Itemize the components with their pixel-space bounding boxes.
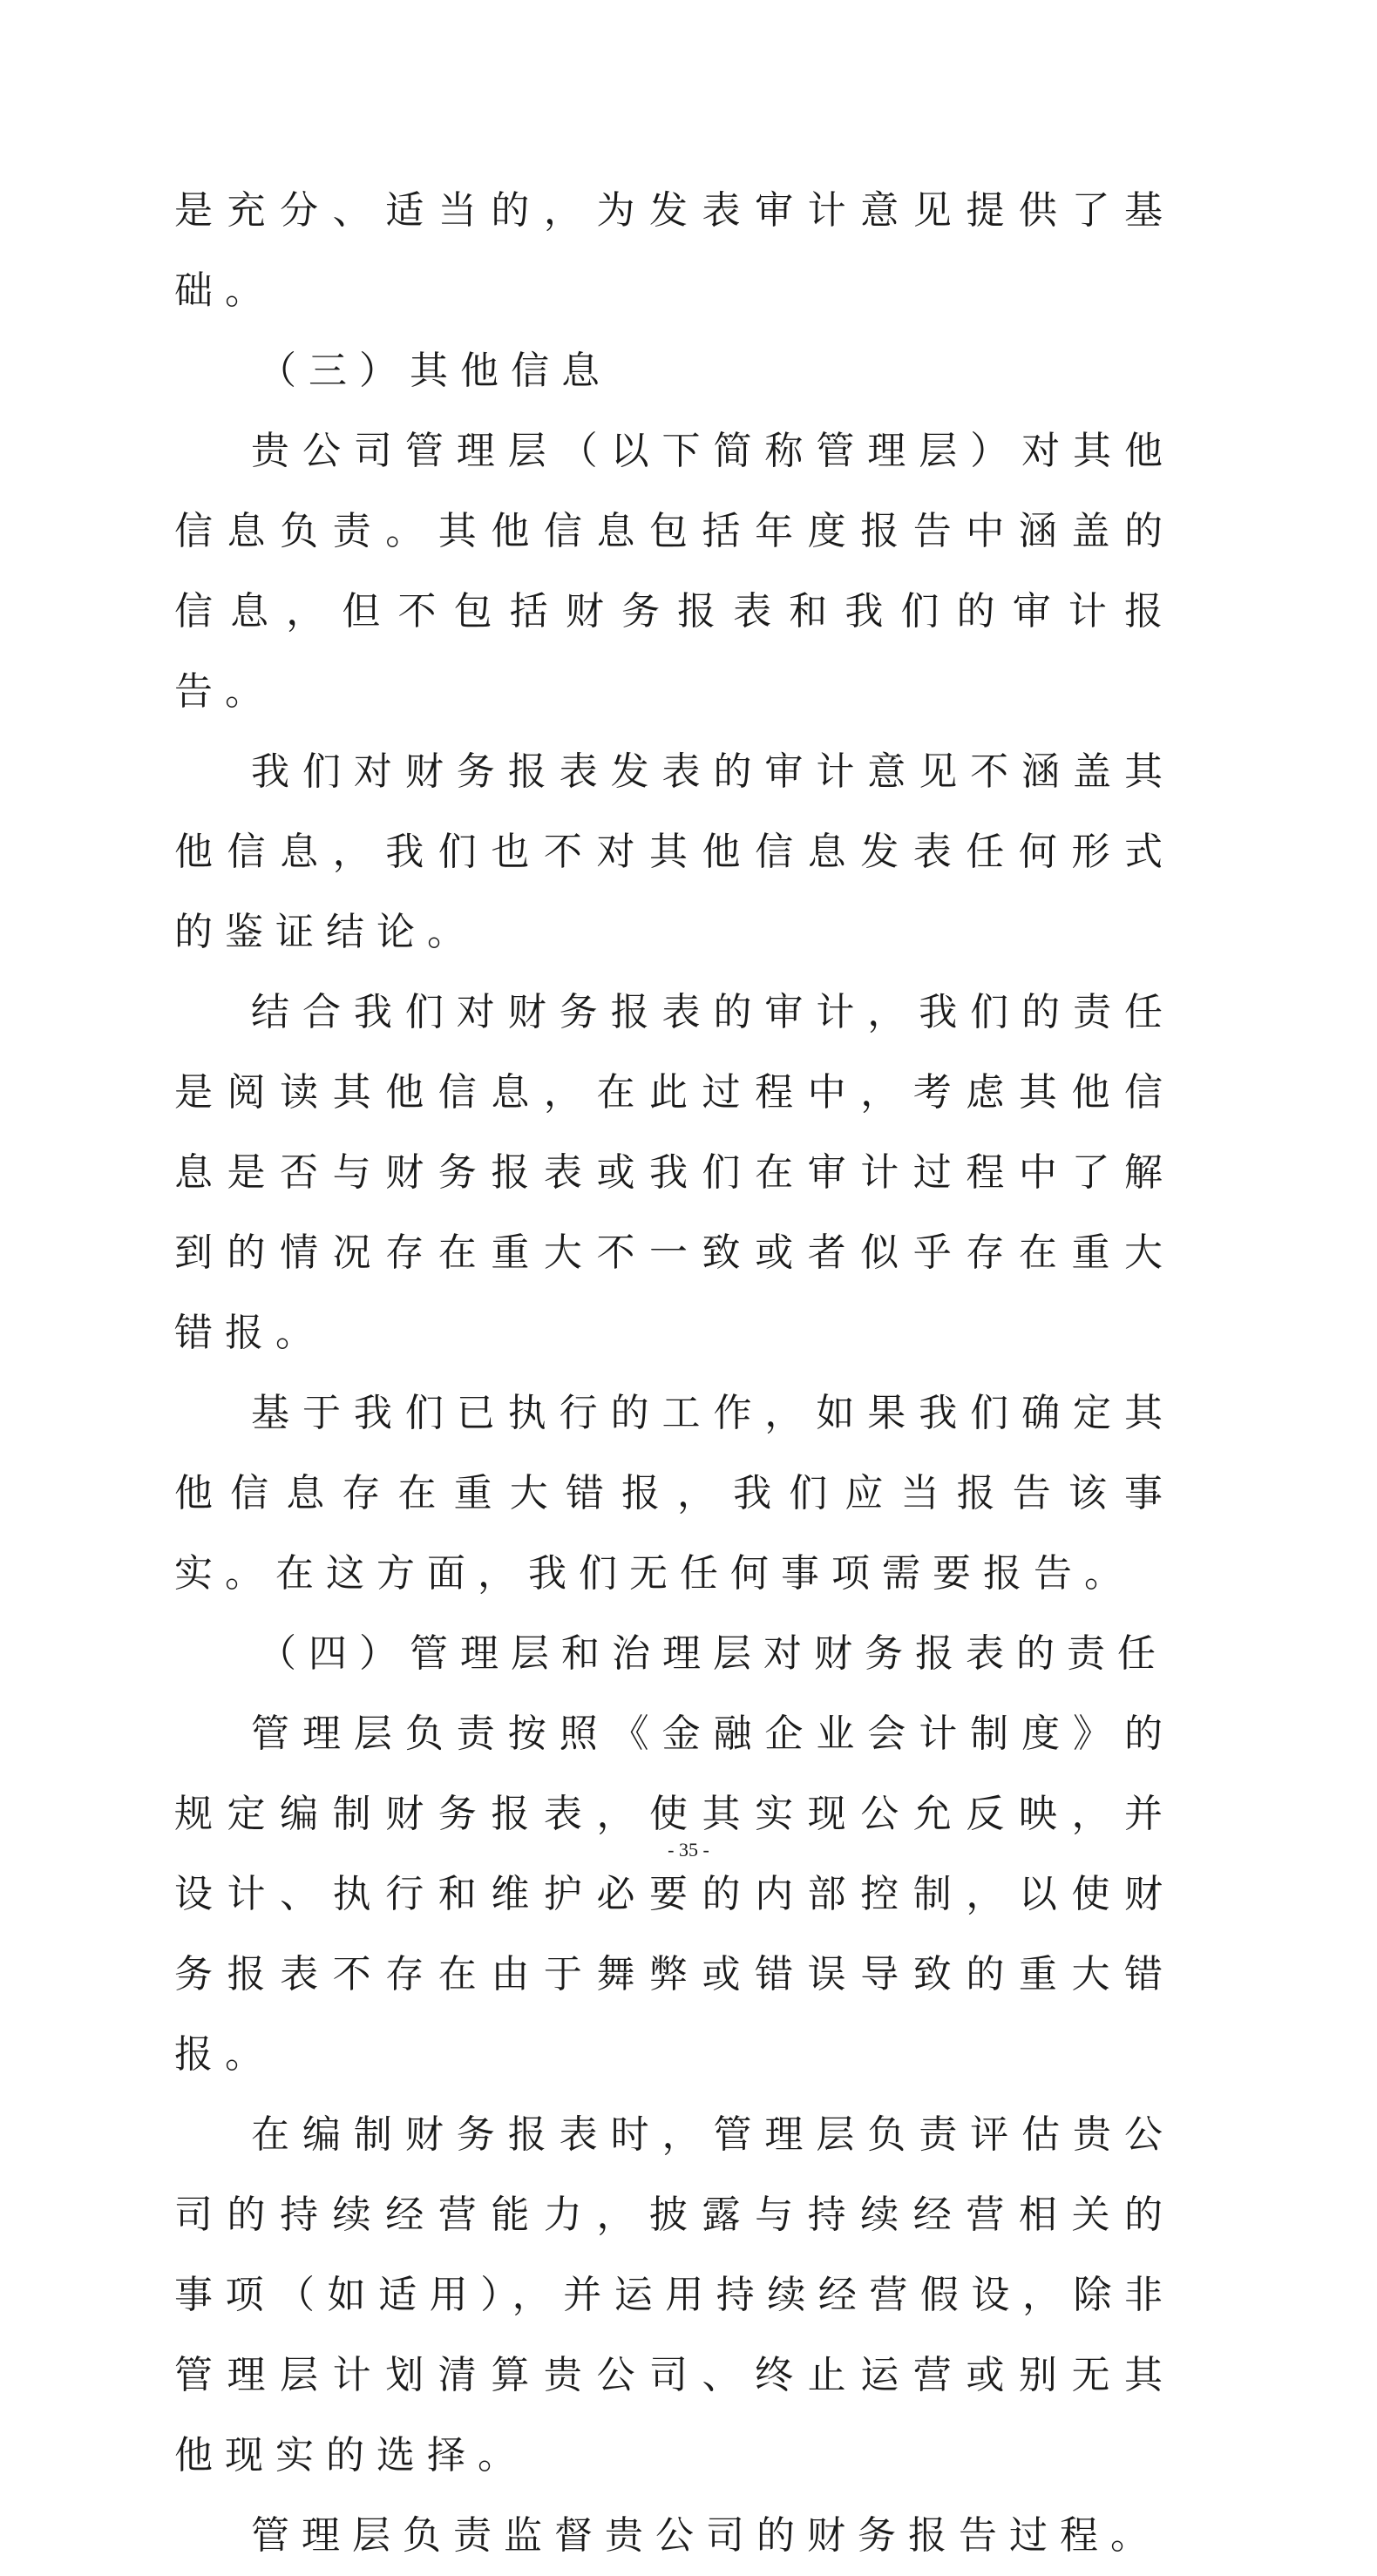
paragraph-opinion-scope: 我们对财务报表发表的审计意见不涵盖其他信息，我们也不对其他信息发表任何形式的鉴证结论。 (174, 749, 1175, 954)
page-number: - 35 - (668, 1839, 709, 1861)
paragraph-financial-statement-preparation: 管理层负责按照《金融企业会计制度》的规定编制财务报表，使其实现公允反映，并设计、执行和维护必要的内部控制，以使财务报表不存在由于舞弊或错误导致的重大错报。 (174, 1712, 1175, 2077)
paragraph-continuation: 是充分、适当的，为发表审计意见提供了基础。 (174, 188, 1175, 313)
paragraph-oversight: 管理层负责监督贵公司的财务报告过程。 (251, 2513, 1161, 2558)
section-heading-other-information: （三）其他信息 (258, 349, 612, 393)
body-text (174, 171, 1175, 2576)
paragraph-going-concern: 在编制财务报表时，管理层负责评估贵公司的持续经营能力，披露与持续经营相关的事项（如适用），并运用持续经营假设，除非管理层计划清算贵公司、终止运营或别无其他现实的选择。 (174, 2112, 1175, 2478)
paragraph-management-responsibility-other-info: 贵公司管理层（以下简称管理层）对其他信息负责。其他信息包括年度报告中涵盖的信息，但不包括财务报表和我们的审计报告。 (174, 429, 1175, 714)
section-heading-management-responsibility: （四）管理层和治理层对财务报表的责任 (258, 1631, 1168, 1676)
paragraph-reporting-conclusion: 基于我们已执行的工作，如果我们确定其他信息存在重大错报，我们应当报告该事实。在这方面，我们无任何事项需要报告。 (174, 1391, 1175, 1596)
paragraph-our-responsibility: 结合我们对财务报表的审计，我们的责任是阅读其他信息，在此过程中，考虑其他信息是否与财务报表或我们在审计过程中了解到的情况存在重大不一致或者似乎存在重大错报。 (174, 990, 1175, 1355)
